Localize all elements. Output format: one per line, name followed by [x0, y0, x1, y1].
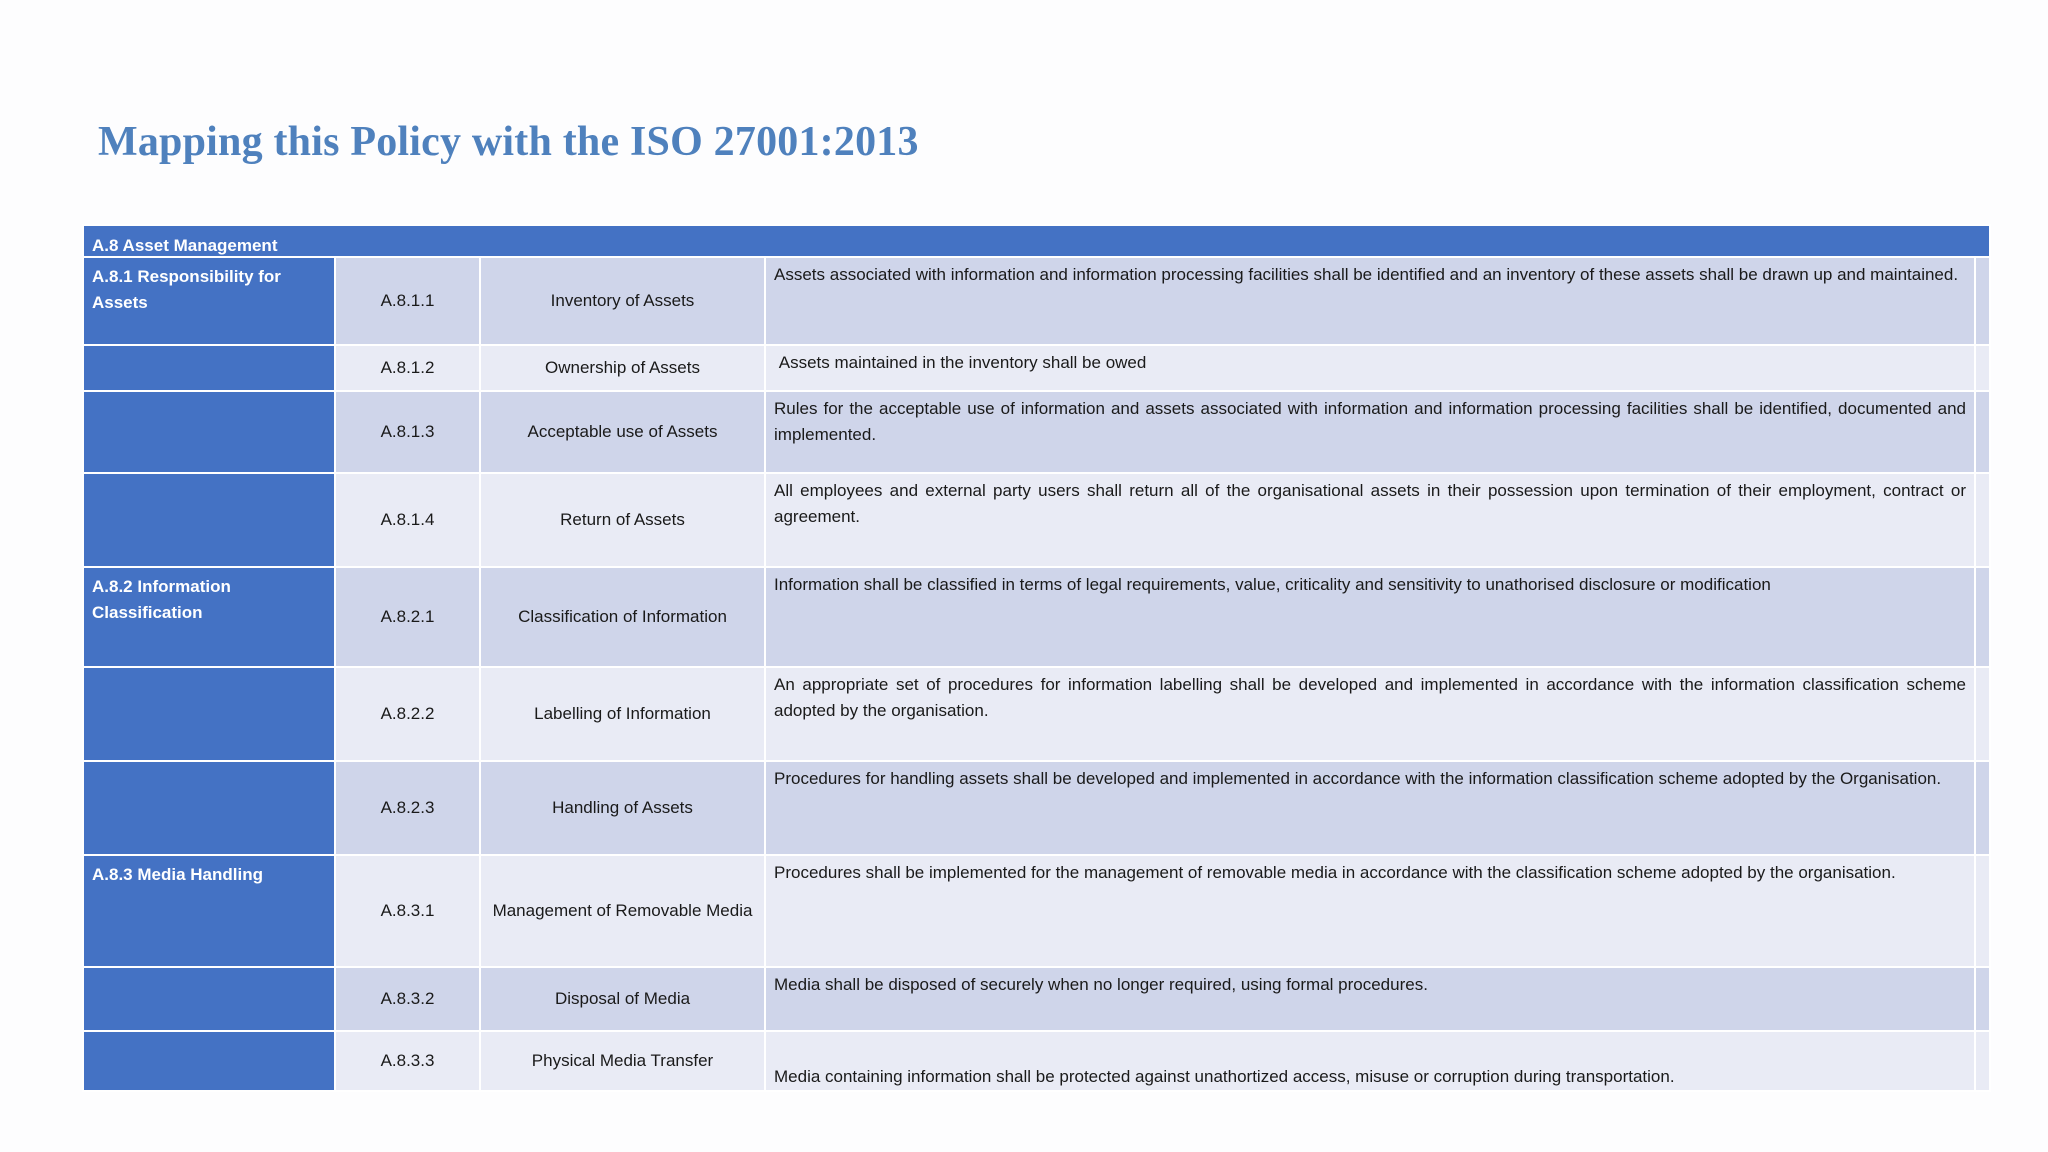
control-id-cell: A.8.1.4 [335, 473, 480, 567]
table-row [83, 761, 1990, 855]
control-name-cell: Handling of Assets [480, 761, 765, 855]
control-id-cell: A.8.2.3 [335, 761, 480, 855]
table-edge-cell [1975, 567, 1990, 667]
control-id-cell: A.8.3.2 [335, 967, 480, 1031]
control-id-cell: A.8.3.3 [335, 1031, 480, 1091]
control-id-cell: A.8.1.3 [335, 391, 480, 473]
table-row [83, 345, 1990, 391]
control-name-cell: Labelling of Information [480, 667, 765, 761]
section-title: A.8 Asset Management [83, 225, 1990, 257]
table-edge-cell [1975, 345, 1990, 391]
table-row [83, 473, 1990, 567]
table-edge-cell [1975, 257, 1990, 345]
control-id-cell: A.8.3.1 [335, 855, 480, 967]
control-name-cell: Disposal of Media [480, 967, 765, 1031]
control-name-cell: Management of Removable Media [480, 855, 765, 967]
control-description-cell: Media containing information shall be protected against unathortized access, misuse or corruption during transportation. [765, 1031, 1975, 1091]
control-id-cell: A.8.1.2 [335, 345, 480, 391]
group-cell: A.8.2 Information Classification [83, 567, 335, 667]
control-id-cell: A.8.1.1 [335, 257, 480, 345]
table-edge-cell [1975, 473, 1990, 567]
table-row [83, 967, 1990, 1031]
group-cell: A.8.1 Responsibility for Assets [83, 257, 335, 345]
page-title: Mapping this Policy with the ISO 27001:2013 [98, 119, 919, 165]
group-cell [83, 473, 335, 567]
table-edge-cell [1975, 855, 1990, 967]
table-row [83, 567, 1990, 667]
group-cell [83, 1031, 335, 1091]
table-edge-cell [1975, 761, 1990, 855]
group-cell [83, 667, 335, 761]
table-edge-cell [1975, 967, 1990, 1031]
control-name-cell: Classification of Information [480, 567, 765, 667]
control-description-cell: An appropriate set of procedures for information labelling shall be developed and implemented in accordance with the information classification scheme adopted by the organisation. [765, 667, 1975, 761]
control-name-cell: Physical Media Transfer [480, 1031, 765, 1091]
group-cell [83, 761, 335, 855]
table-edge-cell [1975, 667, 1990, 761]
table-row [83, 667, 1990, 761]
control-name-cell: Inventory of Assets [480, 257, 765, 345]
table-row [83, 855, 1990, 967]
control-name-cell: Ownership of Assets [480, 345, 765, 391]
control-description-cell: Procedures for handling assets shall be developed and implemented in accordance with the information classification scheme adopted by the Organisation. [765, 761, 1975, 855]
table-edge-cell [1975, 1031, 1990, 1091]
table-edge-cell [1975, 391, 1990, 473]
control-description-cell: Assets associated with information and information processing facilities shall be identified and an inventory of these assets shall be drawn up and maintained. [765, 257, 1975, 345]
control-description-cell: Procedures shall be implemented for the management of removable media in accordance with the classification scheme adopted by the organisation. [765, 855, 1975, 967]
control-id-cell: A.8.2.2 [335, 667, 480, 761]
control-description-cell: Assets maintained in the inventory shall be owed [765, 345, 1975, 391]
control-description-cell: Information shall be classified in terms of legal requirements, value, criticality and sensitivity to unathorised disclosure or modification [765, 567, 1975, 667]
group-cell: A.8.3 Media Handling [83, 855, 335, 967]
group-cell [83, 345, 335, 391]
control-description-cell: Rules for the acceptable use of information and assets associated with information and information processing facilities shall be identified, documented and implemented. [765, 391, 1975, 473]
table-row [83, 1031, 1990, 1091]
control-name-cell: Return of Assets [480, 473, 765, 567]
control-name-cell: Acceptable use of Assets [480, 391, 765, 473]
control-description-cell: Media shall be disposed of securely when no longer required, using formal procedures. [765, 967, 1975, 1031]
group-cell [83, 391, 335, 473]
control-description-cell: All employees and external party users shall return all of the organisational assets in their possession upon termination of their employment, contract or agreement. [765, 473, 1975, 567]
section-header-row [83, 225, 1990, 257]
table-row [83, 257, 1990, 345]
iso-mapping-table [82, 224, 1991, 1092]
table-row [83, 391, 1990, 473]
group-cell [83, 967, 335, 1031]
control-id-cell: A.8.2.1 [335, 567, 480, 667]
